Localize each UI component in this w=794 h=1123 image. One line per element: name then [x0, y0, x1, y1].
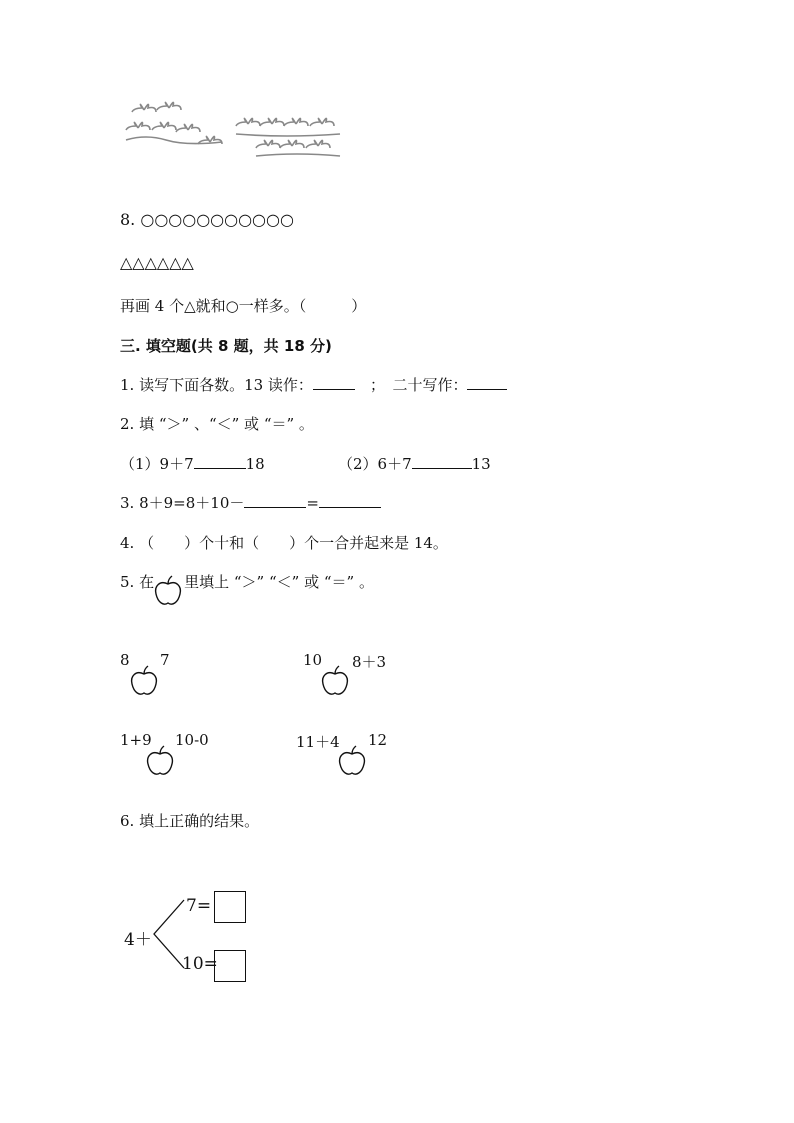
p1-separator: ； 二十写作：	[369, 376, 468, 394]
apple-icon[interactable]	[337, 745, 367, 777]
p6-answer-box-1[interactable]	[214, 891, 246, 923]
apple-icon[interactable]	[129, 665, 159, 697]
p3-blank-1[interactable]	[244, 493, 306, 508]
p1-prefix: 1. 读写下面各数。13 读作：	[120, 376, 313, 394]
p5-suffix: 里填上 “＞” “＜” 或 “＝” 。	[184, 573, 374, 591]
p3-equals: =	[306, 494, 319, 512]
p3-prefix: 3. 8＋9=8＋10－	[120, 494, 245, 512]
p4-line: 4. （ ）个十和（ ）个一合并起来是 14。	[120, 534, 448, 552]
p3-line	[120, 492, 381, 513]
p6-title: 6. 填上正确的结果。	[120, 812, 260, 830]
q8-triangles-line: △△△△△△	[120, 253, 194, 272]
p5-item-2-left: 10	[303, 651, 323, 669]
p5-item-4-left: 11＋4	[296, 733, 340, 751]
p2-a-blank[interactable]	[194, 454, 246, 469]
p1-blank-write[interactable]	[467, 375, 507, 390]
p6-base-expression: 4＋	[124, 930, 152, 950]
p1-blank-read[interactable]	[313, 375, 355, 390]
p3-blank-2[interactable]	[319, 493, 381, 508]
p5-item-4-right: 12	[368, 731, 388, 749]
section3-title: 三. 填空题(共 8 题，共 18 分)	[120, 337, 332, 355]
p2-b-end: 13	[471, 455, 491, 473]
p2-item-a	[120, 453, 265, 474]
p2-item-b	[338, 453, 491, 474]
p5-item-2-right: 8＋3	[352, 653, 387, 671]
q8-circles-line: 8. ○○○○○○○○○○○	[120, 210, 294, 229]
apple-icon	[153, 575, 183, 607]
p2-b-blank[interactable]	[412, 454, 472, 469]
p5-item-3-right: 10-0	[175, 731, 209, 749]
p6-answer-box-2[interactable]	[214, 950, 246, 982]
q8-statement: 再画 4 个△就和○一样多。（ ）	[120, 297, 367, 315]
p2-a-end: 18	[245, 455, 265, 473]
p2-title: 2. 填 “＞” 、“＜” 或 “＝” 。	[120, 415, 314, 433]
p5-item-1-right: 7	[160, 651, 170, 669]
apple-icon[interactable]	[145, 745, 175, 777]
p2-a-label: （1）9＋7	[120, 455, 194, 473]
p2-b-label: （2）6＋7	[338, 455, 412, 473]
apple-icon[interactable]	[320, 665, 350, 697]
p1-line	[120, 374, 507, 395]
bows-picture-group-1	[124, 98, 224, 157]
p5-prefix: 5. 在	[120, 573, 155, 591]
p5-item-1-left: 8	[120, 651, 130, 669]
p5-item-3-left: 1+9	[120, 731, 152, 749]
p6-branch-1-label: 7=	[186, 896, 212, 916]
bows-picture-group-2	[234, 112, 354, 166]
p6-branch-2-label: 10=	[182, 954, 218, 974]
